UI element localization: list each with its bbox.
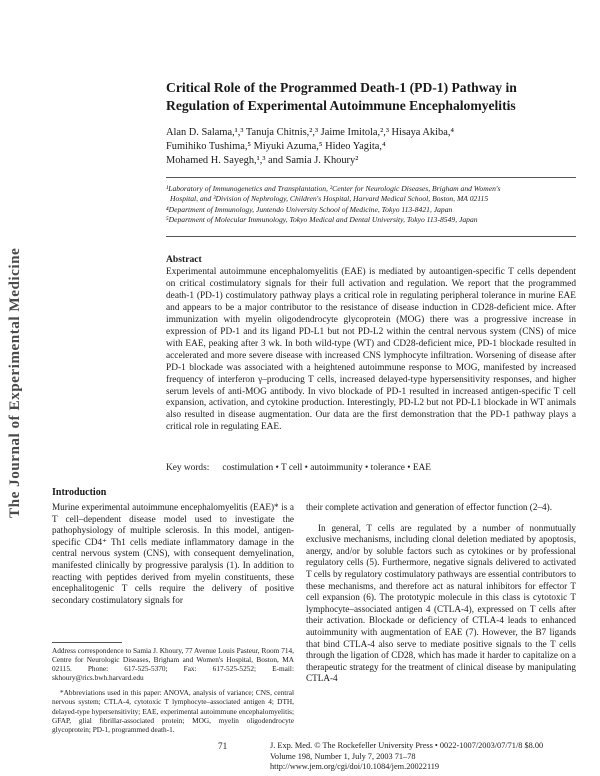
correspondence-footnote: Address correspondence to Samia J. Khoury, 77 Avenue Louis Pasteur, Room 714, Centre for Neurologic Diseases, Brigham and Women's Hospital, Boston, MA 02115. Phone: 617-525-5370; Fax: 617-525-5252; E-mail: skhoury@rics.bwh.harvard.edu bbox=[52, 646, 294, 683]
footer-doi-link[interactable]: http://www.jem.org/cgi/doi/10.1084/jem.20022119 bbox=[270, 762, 440, 771]
article-title-line-2: Regulation of Experimental Autoimmune Encephalomyelitis bbox=[166, 98, 516, 113]
introduction-heading: Introduction bbox=[52, 487, 107, 498]
keywords bbox=[166, 462, 576, 474]
authors-line-1: Alan D. Salama,¹,³ Tanuja Chitnis,²,³ Jaime Imitola,²,³ Hisaya Akiba,⁴ bbox=[166, 127, 455, 138]
journal-spine-title: The Journal of Experimental Medicine bbox=[6, 247, 23, 518]
affiliation-top-rule bbox=[166, 177, 576, 178]
affiliation-line: ¹Laboratory of Immunogenetics and Transplantation, ²Center for Neurologic Diseases, Brigham and Women's bbox=[166, 184, 501, 193]
footer-citation: J. Exp. Med. © The Rockefeller University Press • 0022-1007/2003/07/71/8 $8.00 bbox=[270, 741, 544, 750]
introduction-left-column: Murine experimental autoimmune encephalomyelitis (EAE)* is a T cell–dependent disease model used to investigate the pathophysiology of multiple sclerosis. In this model, antigen-specific CD4⁺ Th1 cells mediate inflammatory damage in the central nervous system (CNS), with consequent demyelination, manifested clinically by progressive paralysis (1). In addition to reacting with peptides derived from myelin constituents, these encephalitogenic T cells require the delivery of positive secondary costimulatory signals for bbox=[52, 502, 294, 605]
abstract-heading: Abstract bbox=[166, 254, 202, 265]
affiliation-bottom-rule bbox=[166, 236, 576, 237]
introduction-right-column bbox=[306, 502, 576, 685]
article-title-line-1: Critical Role of the Programmed Death-1 (PD-1) Pathway in bbox=[166, 80, 517, 95]
affiliation-line: Hospital, and ³Division of Nephrology, Children's Hospital, Harvard Medical School, Boston, MA 02115 bbox=[170, 194, 489, 204]
authors-line-2: Fumihiko Tushima,⁵ Miyuki Azuma,⁵ Hideo Yagita,⁴ bbox=[166, 140, 386, 152]
abbreviations-footnote: *Abbreviations used in this paper: ANOVA, analysis of variance; CNS, central nervous system; CTLA-4, cytotoxic T lymphocyte–associated antigen 4; DTH, delayed-type hypersensitivity; EAE, experimental autoimmune encephalomyelitis; GFAP, glial fibrillar-associated protein; MOG, myelin oligodendrocyte glycoprotein; PD-1, programmed death-1. bbox=[52, 688, 294, 734]
footnote-rule bbox=[52, 642, 122, 643]
keywords-label: Key words: bbox=[166, 463, 210, 473]
page-number: 71 bbox=[218, 741, 228, 751]
footer-volume: Volume 198, Number 1, July 7, 2003 71–78 bbox=[270, 751, 416, 761]
intro-paragraph: In general, T cells are regulated by a number of nonmutually exclusive mechanisms, including clonal deletion mediated by apoptosis, anergy, and/or by soluble factors such as cytokines or by professional regulatory cells (5). Furthermore, negative signals delivered to activated T cells by regulatory costimulatory pathways are essential contributors to these mechanisms, and therefore act as natural inhibitors for effector T cell expansion (6). The prototypic molecule in this class is cytotoxic T lymphocyte–associated antigen 4 (CTLA-4), expressed on T cells after their activation. Blockade or deficiency of CTLA-4 leads to enhanced autoimmunity with augmentation of EAE (7). However, the B7 ligands that bind CTLA-4 also serve to mediate positive signals to the T cells through the ligation of CD28, which has made it harder to capitalize on a therapeutic strategy for the treatment of clinical disease by manipulating CTLA-4 bbox=[306, 522, 576, 684]
affiliation-line: ⁵Department of Molecular Immunology, Tokyo Medical and Dental University, Tokyo 113-8549, Japan bbox=[166, 215, 478, 225]
footnotes bbox=[52, 646, 294, 740]
affiliation-line: ⁴Department of Immunology, Juntendo University School of Medicine, Tokyo 113-8421, Japan bbox=[166, 204, 453, 214]
intro-paragraph: their complete activation and generation of effector function (2–4). bbox=[306, 502, 553, 512]
author-list bbox=[166, 126, 586, 167]
affiliations bbox=[166, 184, 586, 226]
keywords-items: costimulation • T cell • autoimmunity • tolerance • EAE bbox=[222, 463, 431, 473]
journal-footer bbox=[270, 741, 590, 773]
article-title bbox=[166, 79, 576, 115]
abstract-text: Experimental autoimmune encephalomyelitis (EAE) is mediated by autoantigen-specific T cells dependent on critical costimulatory signals for their full activation and regulation. We report that the programmed death-1 (PD-1) costimulatory pathway plays a critical role in regulating peripheral tolerance in murine EAE and appears to be a major contributor to the resistance of disease induction in CD28-deficient mice. After immunization with myelin oligodendrocyte glycoprotein (MOG) there was a progressive increase in expression of PD-1 and its ligand PD-L1 but not PD-L2 within the central nervous system (CNS) of mice with EAE, peaking after 3 wk. In both wild-type (WT) and CD28-deficient mice, PD-1 blockade resulted in accelerated and more severe disease with increased CNS lymphocyte infiltration. Worsening of disease after PD-1 blockade was associated with a heightened autoimmune response to MOG, manifested by increased frequency of interferon γ–producing T cells, increased delayed-type hypersensitivity responses, and higher serum levels of anti-MOG antibody. In vivo blockade of PD-1 resulted in increased antigen-specific T cell expansion, activation, and cytokine production. Interestingly, PD-L2 but not PD-L1 blockade in WT animals also resulted in disease augmentation. Our data are the first demonstration that the PD-1 pathway plays a critical role in regulating EAE. bbox=[166, 267, 576, 433]
authors-line-3: Mohamed H. Sayegh,¹,³ and Samia J. Khoury² bbox=[166, 154, 359, 166]
